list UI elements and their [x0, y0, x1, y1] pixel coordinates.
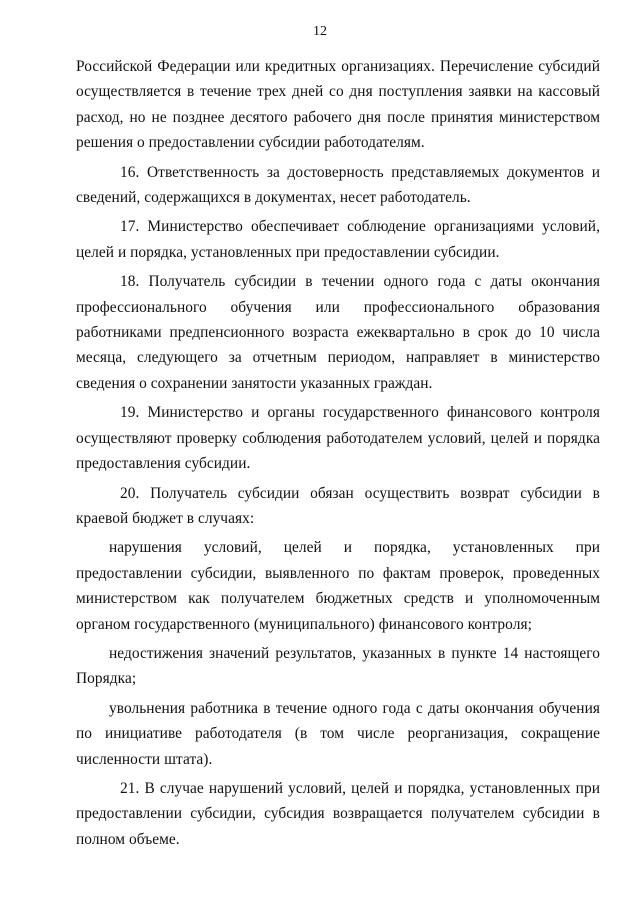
paragraph-continuation: Российской Федерации или кредитных организациях. Перечисление субсидий осуществляется в течение трех дней со дня поступления заявки на кассовый расход, но не позднее десятого рабочего дня после принятия министерством решения о предоставлении субсидии работодателям. [76, 58, 600, 152]
paragraph-item-20: 20. Получатель субсидии обязан осуществить возврат субсидии в краевой бюджет в случаях: [76, 484, 600, 527]
paragraph-item-18: 18. Получатель субсидии в течении одного года с даты окончания профессионального обучения или профессионального образования работниками предпенсионного возраста ежеквартально в срок до 10 числа месяца, следующего за отчетным периодом, направляет в министерство сведения о сохранении занятости указанных граждан. [76, 273, 600, 392]
page-number: 12 [313, 24, 327, 39]
paragraph-case-dismissal: увольнения работника в течение одного года с даты окончания обучения по инициативе работодателя (в том числе реорганизация, сокращение численности штата). [76, 699, 600, 768]
paragraph-case-results: недостижения значений результатов, указанных в пункте 14 настоящего Порядка; [76, 644, 600, 688]
document-body [76, 54, 600, 856]
paragraph-item-17: 17. Министерство обеспечивает соблюдение организациями условий, целей и порядка, установленных при предоставлении субсидии. [76, 218, 600, 261]
paragraph-item-16: 16. Ответственность за достоверность представляемых документов и сведений, содержащихся в документах, несет работодатель. [76, 163, 600, 207]
paragraph-item-21: 21. В случае нарушений условий, целей и порядка, установленных при предоставлении субсидии, субсидия возвращается получателем субсидии в полном объеме. [76, 779, 600, 848]
paragraph-case-violation: нарушения условий, целей и порядка, установленных при предоставлении субсидии, выявленного по фактам проверок, проведенных министерством как получателем бюджетных средств и уполномоченным органом государственного (муниципального) финансового контроля; [76, 539, 600, 633]
paragraph-item-19: 19. Министерство и органы государственного финансового контроля осуществляют проверку соблюдения работодателем условий, целей и порядка предоставления субсидии. [76, 404, 600, 473]
